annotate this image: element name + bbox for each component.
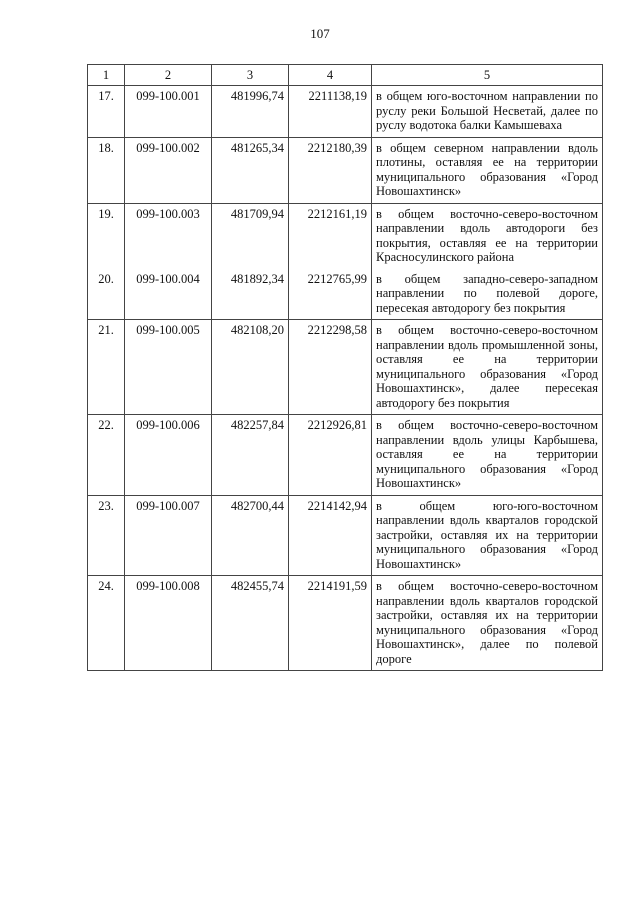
coordinate-y: 2212765,99 [289, 269, 372, 320]
row-number: 24. [88, 576, 125, 671]
coordinate-x: 481996,74 [212, 86, 289, 138]
point-code: 099-100.004 [125, 269, 212, 320]
row-number: 21. [88, 320, 125, 415]
row-number: 22. [88, 415, 125, 496]
boundary-description: в общем восточно-северо-восточном направлении вдоль промышленной зоны, оставляя ее на территории муниципального образования «Город Новошахтинск», далее пересекая автодорогу без покрытия [372, 320, 603, 415]
table-row [88, 203, 603, 269]
table-row [88, 86, 603, 138]
point-code: 099-100.001 [125, 86, 212, 138]
coordinate-x: 481265,34 [212, 137, 289, 203]
coordinate-y: 2212926,81 [289, 415, 372, 496]
table-row [88, 495, 603, 576]
coordinate-x: 482108,20 [212, 320, 289, 415]
row-number: 23. [88, 495, 125, 576]
coordinate-x: 482700,44 [212, 495, 289, 576]
coordinate-y: 2214191,59 [289, 576, 372, 671]
coordinate-y: 2214142,94 [289, 495, 372, 576]
coordinate-x: 482455,74 [212, 576, 289, 671]
header-col-4: 4 [289, 65, 372, 86]
table-row [88, 576, 603, 671]
boundary-description: в общем восточно-северо-восточном направлении вдоль улицы Карбышева, оставляя ее на территории муниципального образования «Город Новошахтинск» [372, 415, 603, 496]
point-code: 099-100.006 [125, 415, 212, 496]
page-number: 107 [310, 26, 330, 41]
table-row [88, 320, 603, 415]
row-number: 18. [88, 137, 125, 203]
boundary-description: в общем юго-восточном направлении по руслу реки Большой Несветай, далее по руслу водотока балки Камышеваха [372, 86, 603, 138]
point-code: 099-100.008 [125, 576, 212, 671]
coordinate-x: 482257,84 [212, 415, 289, 496]
row-number: 20. [88, 269, 125, 320]
header-col-2: 2 [125, 65, 212, 86]
table-row [88, 269, 603, 320]
coordinate-x: 481709,94 [212, 203, 289, 269]
coordinate-y: 2212180,39 [289, 137, 372, 203]
coordinate-y: 2212298,58 [289, 320, 372, 415]
header-col-3: 3 [212, 65, 289, 86]
boundary-description: в общем юго-юго-восточном направлении вдоль кварталов городской застройки, оставляя их на территории муниципального образования «Город Новошахтинск» [372, 495, 603, 576]
coordinate-x: 481892,34 [212, 269, 289, 320]
boundary-description: в общем северном направлении вдоль плотины, оставляя ее на территории муниципального образования «Город Новошахтинск» [372, 137, 603, 203]
boundary-description: в общем западно-северо-западном направлении по полевой дороге, пересекая автодорогу без покрытия [372, 269, 603, 320]
point-code: 099-100.005 [125, 320, 212, 415]
header-col-5: 5 [372, 65, 603, 86]
coordinate-y: 2211138,19 [289, 86, 372, 138]
boundary-description: в общем восточно-северо-восточном направлении вдоль автодороги без покрытия, оставляя ее на территории Красносулинского района [372, 203, 603, 269]
point-code: 099-100.002 [125, 137, 212, 203]
row-number: 17. [88, 86, 125, 138]
coordinate-y: 2212161,19 [289, 203, 372, 269]
boundary-points-table [87, 64, 603, 671]
header-col-1: 1 [88, 65, 125, 86]
table-header-row [88, 65, 603, 86]
boundary-description: в общем восточно-северо-восточном направлении вдоль кварталов городской застройки, оставляя их на территории муниципального образования «Город Новошахтинск», далее по полевой дороге [372, 576, 603, 671]
row-number: 19. [88, 203, 125, 269]
point-code: 099-100.003 [125, 203, 212, 269]
table-row [88, 137, 603, 203]
point-code: 099-100.007 [125, 495, 212, 576]
table-row [88, 415, 603, 496]
